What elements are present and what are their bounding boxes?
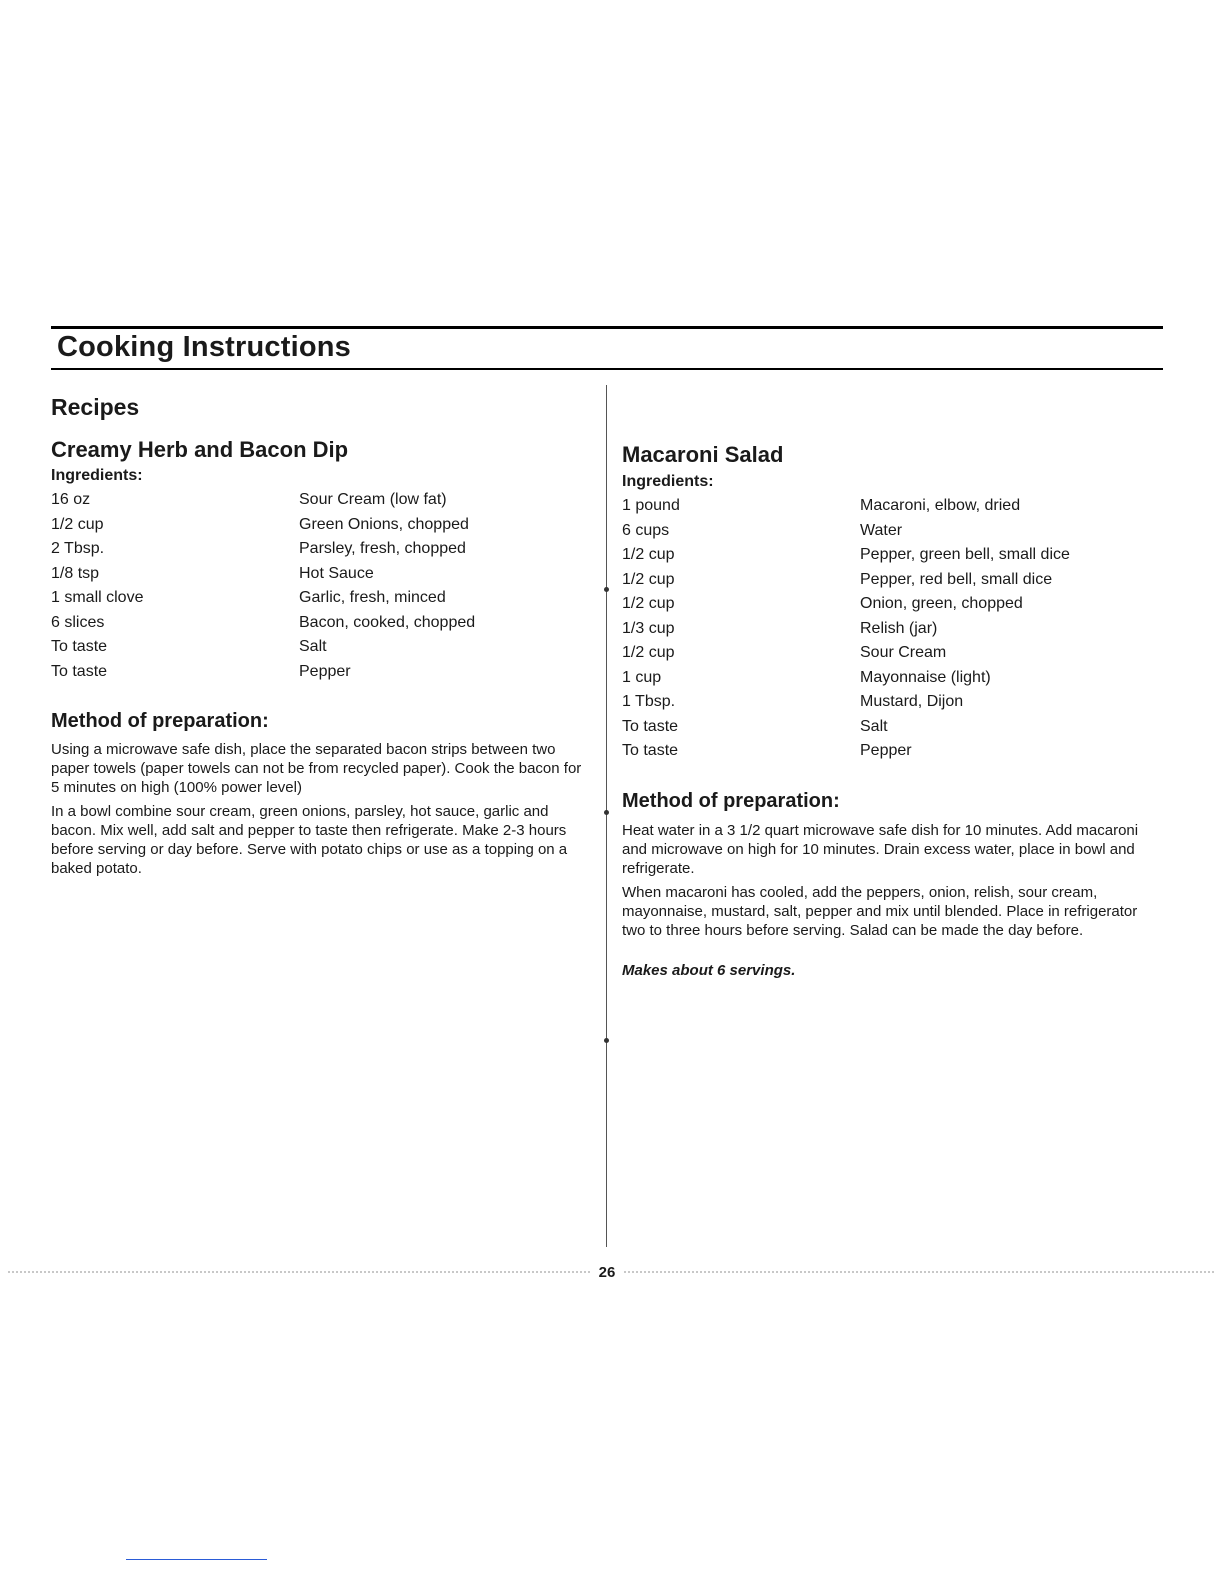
ingredient-row [622,690,1162,715]
ingredient-quantity: 1 small clove [51,589,144,606]
ingredient-name: Macaroni, elbow, dried [860,497,1021,514]
servings-note: Makes about 6 servings. [622,962,796,979]
method-paragraph: In a bowl combine sour cream, green onions, parsley, hot sauce, garlic and bacon. Mix well, add salt and pepper to taste then refrigerate. Make 2-3 hours before serving or day before. Serve with potato chips or use as a topping on a baked potato. [51,803,568,877]
ingredient-name: Mustard, Dijon [860,693,964,710]
ingredient-quantity: To taste [622,742,679,759]
page-number: 26 [598,1264,616,1281]
ingredient-row [622,519,1162,544]
ingredient-row [622,494,1162,519]
ingredient-quantity: 1/2 cup [622,644,675,661]
section-title: Recipes [51,394,140,420]
ingredient-row [622,666,1162,691]
ingredient-row [51,586,591,611]
ingredient-row [622,739,1162,764]
ingredient-name: Sour Cream (low fat) [299,491,447,508]
ingredient-quantity: 1/2 cup [51,515,104,533]
method-title: Method of preparation: [622,790,840,812]
header-rule-bottom [51,368,1163,370]
ingredient-name: Garlic, fresh, minced [299,589,446,606]
ingredient-quantity: 1 Tbsp. [622,693,676,710]
ingredient-row [51,562,591,587]
ingredient-name: Pepper, red bell, small dice [860,570,1053,588]
ingredient-quantity: 16 oz [51,491,91,508]
ingredient-quantity: 1 cup [622,668,662,686]
footer-dotted-rule [624,1271,1214,1273]
ingredient-name: Green Onions, chopped [299,515,469,533]
recipe-title: Macaroni Salad [622,442,784,467]
ingredient-name: Relish (jar) [860,619,938,637]
ingredient-row [51,611,591,636]
scan-artifact-line [126,1559,267,1560]
binder-hole-mark [604,810,609,815]
method-paragraph: Heat water in a 3 1/2 quart microwave safe dish for 10 minutes. Add macaroni and microwave on high for 10 minutes. Drain excess water, place in bowl and refrigerate. [622,822,1139,877]
ingredient-row [51,513,591,538]
ingredient-row [51,488,591,513]
ingredients-label: Ingredients: [622,473,714,490]
ingredient-name: Hot Sauce [299,564,374,582]
ingredient-name: Mayonnaise (light) [860,668,991,686]
ingredient-name: Salt [299,638,327,655]
method-title: Method of preparation: [51,710,269,732]
page-title: Cooking Instructions [57,331,351,363]
ingredient-row [622,715,1162,740]
ingredient-name: Salt [860,717,888,735]
ingredient-name: Parsley, fresh, chopped [299,540,466,557]
ingredient-row [622,592,1162,617]
ingredient-name: Bacon, cooked, chopped [299,613,476,631]
ingredient-quantity: 1/8 tsp [51,564,100,582]
ingredient-row [622,543,1162,568]
ingredient-quantity: 1/2 cup [622,570,675,588]
method-paragraph: Using a microwave safe dish, place the separated bacon strips between two paper towels (paper towels can not be from recycled paper). Cook the bacon for 5 minutes on high (100% power level) [51,741,582,796]
ingredient-row [51,537,591,562]
ingredient-quantity: 1 pound [622,497,680,514]
ingredient-name: Sour Cream [860,644,947,661]
ingredient-name: Onion, green, chopped [860,595,1023,612]
column-divider [606,385,607,1247]
ingredient-quantity: 6 slices [51,613,105,631]
recipe-title: Creamy Herb and Bacon Dip [51,437,349,462]
ingredients-label: Ingredients: [51,467,143,484]
ingredient-name: Pepper [299,662,351,680]
ingredient-quantity: 1/2 cup [622,595,675,612]
ingredient-quantity: 6 cups [622,521,670,539]
ingredient-quantity: To taste [51,662,108,680]
ingredient-quantity: To taste [51,638,108,655]
ingredient-row [622,641,1162,666]
ingredient-name: Pepper [860,742,912,759]
footer-dotted-rule [8,1271,590,1273]
ingredients-list [51,488,591,684]
ingredient-name: Water [860,521,903,539]
ingredient-row [622,568,1162,593]
ingredient-quantity: 1/3 cup [622,619,675,637]
ingredient-quantity: 1/2 cup [622,546,675,563]
ingredient-name: Pepper, green bell, small dice [860,546,1070,563]
ingredient-quantity: To taste [622,717,679,735]
ingredient-row [622,617,1162,642]
method-paragraph: When macaroni has cooled, add the peppers, onion, relish, sour cream, mayonnaise, mustard, salt, pepper and mix until blended. Place in refrigerator two to three hours before serving. Salad can be made the day before. [622,884,1138,939]
ingredient-row [51,635,591,660]
binder-hole-mark [604,1038,609,1043]
ingredient-row [51,660,591,685]
binder-hole-mark [604,587,609,592]
ingredients-list [622,494,1162,764]
ingredient-quantity: 2 Tbsp. [51,540,105,557]
